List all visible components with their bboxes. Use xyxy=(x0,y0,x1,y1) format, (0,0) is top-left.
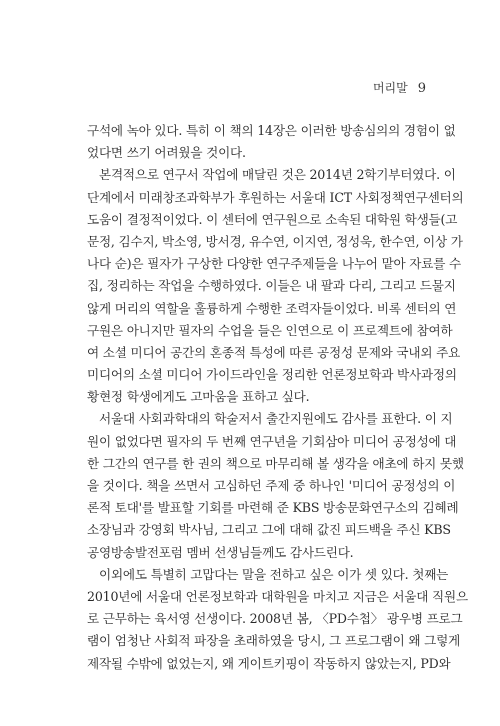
running-header xyxy=(373,79,426,96)
text-line: 단계에서 미래창조과학부가 후원하는 서울대 ICT 사회정책연구센터의 xyxy=(87,189,464,205)
text-line: 나다 순)은 필자가 구상한 다양한 연구주제들을 나누어 맡아 자료를 수 xyxy=(87,256,461,272)
text-line: 원이 없었다면 필자의 두 번째 연구년을 기회삼아 미디어 공정성에 대 xyxy=(87,433,457,449)
text-line: 문정, 김수지, 박소영, 방서경, 유수연, 이지연, 정성욱, 한수연, 이상 가 xyxy=(87,233,463,249)
text-line: 도움이 결정적이었다. 이 센터에 연구원으로 소속된 대학원 학생들(고 xyxy=(87,211,458,227)
text-line: 2010년에 서울대 언론정보학과 대학원을 마치고 지금은 서울대 직원으 xyxy=(87,588,468,604)
text-line: 공영방송발전포럼 멤버 선생님들께도 감사드린다. xyxy=(87,544,354,560)
text-line: 었다면 쓰기 어려웠을 것이다. xyxy=(87,145,246,161)
running-head-title: 머리말 xyxy=(372,81,408,95)
text-line: 제작될 수밖에 없었는지, 왜 게이트키핑이 작동하지 않았는지, PD와 xyxy=(87,655,451,671)
text-line: 소장님과 강영회 박사님, 그리고 그에 대해 값진 피드백을 주신 KBS xyxy=(87,522,451,538)
text-line: 구원은 아니지만 필자의 수업을 들은 인연으로 이 프로젝트에 참여하 xyxy=(87,322,453,338)
text-line: 론적 토대'를 발표할 기회를 마련해 준 KBS 방송문화연구소의 김혜례 xyxy=(87,500,459,516)
page-number: 9 xyxy=(417,81,426,96)
text-line: 황현정 학생에게도 고마움을 표하고 싶다. xyxy=(87,389,310,405)
text-line: 본격적으로 연구서 작업에 매달린 것은 2014년 2학기부터였다. 이 xyxy=(99,167,456,183)
text-line: 않게 머리의 역할을 훌륭하게 수행한 조력자들이었다. 비록 센터의 연 xyxy=(87,300,457,316)
text-line: 로 근무하는 육서영 선생이다. 2008년 봄, 〈PD수첩〉 광우병 프로그 xyxy=(87,611,463,627)
body-text xyxy=(87,120,468,675)
text-line: 서울대 사회과학대의 학술저서 출간지원에도 감사를 표한다. 이 지 xyxy=(99,411,453,427)
text-line: 이외에도 특별히 고맙다는 말을 전하고 싶은 이가 셋 있다. 첫째는 xyxy=(99,566,449,582)
text-line: 여 소셜 미디어 공간의 혼종적 특성에 따른 공정성 문제와 국내외 주요 xyxy=(87,344,461,360)
text-line: 미디어의 소셜 미디어 가이드라인을 정리한 언론정보학과 박사과정의 xyxy=(87,367,457,383)
text-line: 한 그간의 연구를 한 권의 책으로 마무리해 볼 생각을 애초에 하지 못했 xyxy=(87,455,464,471)
text-line: 램이 엄청난 사회적 파장을 초래하였을 당시, 그 프로그램이 왜 그렇게 xyxy=(87,633,461,649)
text-line: 구석에 녹아 있다. 특히 이 책의 14장은 이러한 방송심의의 경험이 없 xyxy=(87,123,456,138)
text-line: 을 것이다. 책을 쓰면서 고심하던 주제 중 하나인 '미디어 공정성의 이 xyxy=(87,478,456,493)
text-line: 집, 정리하는 작업을 수행하였다. 이들은 내 팔과 다리, 그리고 드물지 xyxy=(87,278,456,294)
